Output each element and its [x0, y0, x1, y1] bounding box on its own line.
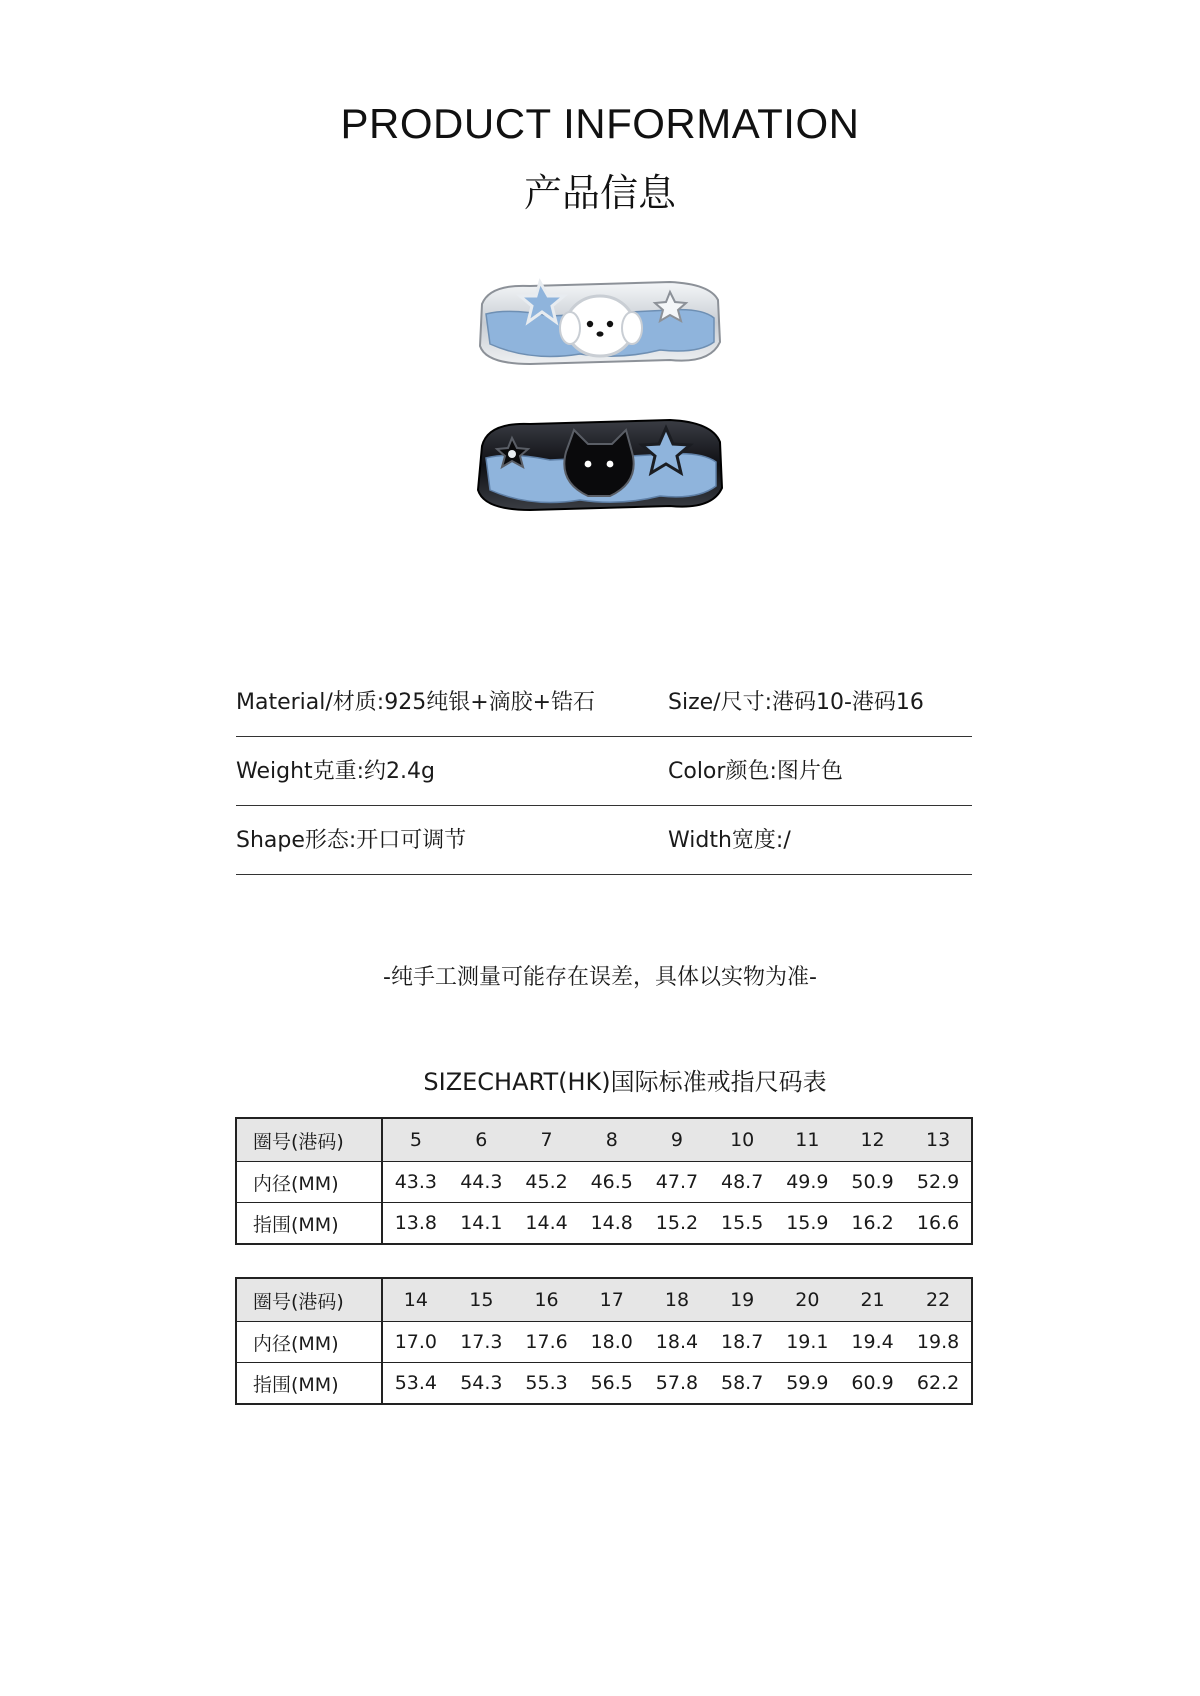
value-cell: 52.9	[905, 1162, 972, 1203]
measurement-note: -纯手工测量可能存在误差，具体以实物为准-	[383, 965, 817, 990]
value-cell: 45.2	[514, 1162, 579, 1203]
value-cell: 44.3	[449, 1162, 514, 1203]
info-row	[236, 737, 972, 806]
color-spec: Color颜色:图片色	[668, 759, 843, 784]
table-row	[236, 1203, 972, 1245]
material-spec: Material/材质:925纯银+滴胶+锆石	[236, 690, 596, 715]
product-image	[470, 272, 730, 542]
table-row	[236, 1322, 972, 1363]
size-cell: 8	[579, 1118, 644, 1162]
value-cell: 56.5	[579, 1363, 644, 1405]
size-cell: 6	[449, 1118, 514, 1162]
value-cell: 15.5	[710, 1203, 775, 1245]
size-cell: 22	[905, 1278, 972, 1322]
shape-spec: Shape形态:开口可调节	[236, 828, 467, 853]
size-cell: 9	[644, 1118, 709, 1162]
row-label: 内径(MM)	[236, 1162, 382, 1203]
row-label: 圈号(港码)	[236, 1278, 382, 1322]
table-row	[236, 1363, 972, 1405]
value-cell: 14.4	[514, 1203, 579, 1245]
value-cell: 18.0	[579, 1322, 644, 1363]
info-row	[236, 806, 972, 875]
value-cell: 55.3	[514, 1363, 579, 1405]
value-cell: 59.9	[775, 1363, 840, 1405]
value-cell: 60.9	[840, 1363, 905, 1405]
value-cell: 14.1	[449, 1203, 514, 1245]
size-cell: 17	[579, 1278, 644, 1322]
size-cell: 16	[514, 1278, 579, 1322]
table-row	[236, 1278, 972, 1322]
value-cell: 53.4	[382, 1363, 449, 1405]
value-cell: 17.6	[514, 1322, 579, 1363]
value-cell: 58.7	[710, 1363, 775, 1405]
row-label: 内径(MM)	[236, 1322, 382, 1363]
size-cell: 19	[710, 1278, 775, 1322]
value-cell: 47.7	[644, 1162, 709, 1203]
size-cell: 14	[382, 1278, 449, 1322]
value-cell: 16.6	[905, 1203, 972, 1245]
table-row	[236, 1118, 972, 1162]
value-cell: 43.3	[382, 1162, 449, 1203]
product-info	[236, 668, 972, 875]
value-cell: 54.3	[449, 1363, 514, 1405]
size-table-2	[235, 1277, 973, 1405]
value-cell: 18.4	[644, 1322, 709, 1363]
width-spec: Width宽度:/	[668, 828, 791, 853]
size-cell: 12	[840, 1118, 905, 1162]
size-table-1	[235, 1117, 973, 1245]
row-label: 指围(MM)	[236, 1363, 382, 1405]
size-cell: 11	[775, 1118, 840, 1162]
page-title-cn: 产品信息	[523, 171, 676, 215]
size-spec: Size/尺寸:港码10-港码16	[668, 690, 924, 715]
size-cell: 13	[905, 1118, 972, 1162]
value-cell: 18.7	[710, 1322, 775, 1363]
size-cell: 15	[449, 1278, 514, 1322]
size-cell: 18	[644, 1278, 709, 1322]
size-cell: 21	[840, 1278, 905, 1322]
sizechart-title: SIZECHART(HK)国际标准戒指尺码表	[423, 1068, 827, 1096]
white-puppy-ring	[480, 282, 720, 364]
value-cell: 46.5	[579, 1162, 644, 1203]
row-label: 圈号(港码)	[236, 1118, 382, 1162]
value-cell: 13.8	[382, 1203, 449, 1245]
row-label: 指围(MM)	[236, 1203, 382, 1245]
value-cell: 19.1	[775, 1322, 840, 1363]
black-cat-ring	[478, 420, 722, 510]
size-cell: 5	[382, 1118, 449, 1162]
page-title-en: PRODUCT INFORMATION	[340, 100, 860, 147]
size-cell: 7	[514, 1118, 579, 1162]
value-cell: 15.9	[775, 1203, 840, 1245]
value-cell: 16.2	[840, 1203, 905, 1245]
value-cell: 49.9	[775, 1162, 840, 1203]
value-cell: 19.8	[905, 1322, 972, 1363]
table-row	[236, 1162, 972, 1203]
value-cell: 17.3	[449, 1322, 514, 1363]
value-cell: 62.2	[905, 1363, 972, 1405]
value-cell: 19.4	[840, 1322, 905, 1363]
value-cell: 17.0	[382, 1322, 449, 1363]
value-cell: 57.8	[644, 1363, 709, 1405]
value-cell: 48.7	[710, 1162, 775, 1203]
value-cell: 15.2	[644, 1203, 709, 1245]
size-cell: 20	[775, 1278, 840, 1322]
size-cell: 10	[710, 1118, 775, 1162]
info-row	[236, 668, 972, 737]
weight-spec: Weight克重:约2.4g	[236, 759, 436, 784]
value-cell: 50.9	[840, 1162, 905, 1203]
value-cell: 14.8	[579, 1203, 644, 1245]
